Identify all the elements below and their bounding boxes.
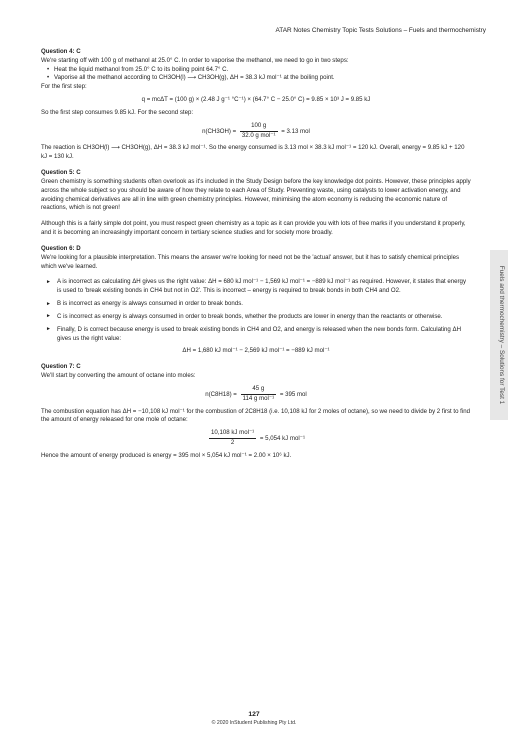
q7-eq1-lhs: n(C8H18) = bbox=[205, 390, 237, 398]
q7-equation-moles bbox=[41, 385, 471, 404]
q4-eq2-lhs: n(CH3OH) = bbox=[202, 127, 237, 135]
q6-options bbox=[41, 278, 471, 343]
page-footer bbox=[0, 710, 508, 727]
q7-eq1-numerator: 45 g bbox=[241, 385, 277, 395]
q6-option-a: ► A is incorrect as calculating ΔH gives us the right value: ΔH = 680 kJ mol⁻¹ − 1,569 kJ mol⁻¹ = −889 kJ mol⁻¹ as required. However, it states that energy is used to 'break existing bonds in CH4 but not in O2'. This is incorrect – energy is required to break bonds in both CH4 and O2. bbox=[57, 278, 471, 296]
q7-eq2-fraction bbox=[209, 429, 256, 448]
q4-equation-heat: q = mcΔT = (100 g) × (2.48 J g⁻¹ °C⁻¹) × (64.7° C − 25.0° C) = 9.85 × 10³ J = 9.85 kJ bbox=[141, 96, 371, 104]
q4-intro: We're starting off with 100 g of methanol at 25.0° C. In order to vaporise the methanol, we need to go in two steps: bbox=[41, 56, 349, 64]
q4-first-step: For the first step: bbox=[41, 83, 87, 91]
q5-paragraph-1: Green chemistry is something students often overlook as it's included in the Study Design before the key knowledge dot points. However, these principles apply across the whole subject so you should be aware of how they relate to each Area of Study. Preventing waste, using catalysts to lower activation energy, and avoiding chemical derivatives are all in line with green chemistry principles. However, minimising the atom economy is reducing the economic nature of reactions, which is not green! bbox=[41, 177, 471, 212]
question-5-heading: Question 5: C bbox=[41, 169, 81, 177]
q6-equation: ΔH = 1,680 kJ mol⁻¹ − 2,569 kJ mol⁻¹ = −889 kJ mol⁻¹ bbox=[182, 347, 330, 355]
question-7-heading: Question 7: C bbox=[41, 363, 81, 371]
q7-intro: We'll start by converting the amount of octane into moles: bbox=[41, 372, 196, 380]
q4-step-1: • Heat the liquid methanol from 25.0° C to its boiling point 64.7° C. bbox=[54, 66, 471, 75]
copyright-notice: © 2020 InStudent Publishing Pty Ltd. bbox=[211, 719, 297, 726]
q7-eq2-denominator: 2 bbox=[230, 438, 235, 446]
q6-option-d: ► Finally, D is correct because energy is used to break existing bonds in CH4 and O2, and energy is released when the new bonds form. Calculating ΔH gives us the right value: bbox=[57, 326, 471, 344]
side-tab-label: Fuels and thermochemistry – Solutions for Test 1 bbox=[497, 265, 505, 405]
q4-step-2: • Vaporise all the methanol according to CH3OH(l) ⟶ CH3OH(g), ΔH = 38.3 kJ mol⁻¹ at the boiling point. bbox=[54, 74, 471, 83]
q7-eq1-fraction bbox=[241, 385, 277, 404]
q4-eq2-fraction bbox=[240, 122, 278, 141]
q4-steps bbox=[41, 66, 471, 84]
question-6-heading: Question 6: D bbox=[41, 244, 81, 252]
q4-reaction: The reaction is CH3OH(l) ⟶ CH3OH(g), ΔH = 38.3 kJ mol⁻¹. So the energy consumed is 3.13 mol × 38.3 kJ mol⁻¹ = 120 kJ. Overall, energy = 9.85 kJ + 120 kJ = 130 kJ. bbox=[41, 144, 465, 161]
q4-eq2-rhs: = 3.13 mol bbox=[281, 127, 310, 135]
q7-eq2-numerator: 10,108 kJ mol⁻¹ bbox=[209, 429, 256, 439]
q4-eq2-denominator: 32.0 g mol⁻¹ bbox=[241, 131, 276, 139]
q7-conclusion: Hence the amount of energy produced is energy = 395 mol × 5,054 kJ mol⁻¹ = 2.00 × 10⁶ kJ. bbox=[41, 451, 292, 459]
q5-paragraph-2: Although this is a fairly simple dot point, you must respect green chemistry as a topic as it can provide you with lots of free marks if you understand it properly, and it is becoming an increasingly important concern in tertiary science studies and for society more broadly. bbox=[41, 220, 466, 237]
q7-eq2-rhs: = 5,054 kJ mol⁻¹ bbox=[259, 435, 305, 443]
q7-combustion: The combustion equation has ΔH = −10,108 kJ mol⁻¹ for the combustion of 2C8H18 (i.e. 10,108 kJ for 2 moles of octane), so we need to divide by 2 first to find the amount of energy released for one mole of octane: bbox=[41, 407, 471, 424]
question-4-heading: Question 4: C bbox=[41, 48, 81, 55]
q7-eq1-rhs: = 395 mol bbox=[279, 390, 307, 398]
q6-option-c: ► C is incorrect as energy is always consumed in order to break bonds, whether the products are lower in energy than the reactants or otherwise. bbox=[57, 313, 471, 322]
page-number: 127 bbox=[248, 711, 260, 718]
q7-eq1-denominator: 114 g mol⁻¹ bbox=[242, 394, 275, 402]
q4-eq2-numerator: 100 g bbox=[240, 122, 278, 132]
q4-equation-moles bbox=[41, 122, 471, 141]
q7-equation-per-mole bbox=[41, 429, 471, 448]
q4-first-consumes: So the first step consumes 9.85 kJ. For the second step: bbox=[41, 108, 194, 116]
q6-intro: We're looking for a plausible interpretation. This means the answer we're looking for need not be the 'actual' answer, but it has to satisfy chemical principles which we've learned. bbox=[41, 253, 460, 270]
running-header: ATAR Notes Chemistry Topic Tests Solutions – Fuels and thermochemistry bbox=[275, 27, 486, 34]
q6-option-b: ► B is incorrect as energy is always consumed in order to break bonds. bbox=[57, 300, 471, 309]
page-content bbox=[41, 48, 471, 461]
